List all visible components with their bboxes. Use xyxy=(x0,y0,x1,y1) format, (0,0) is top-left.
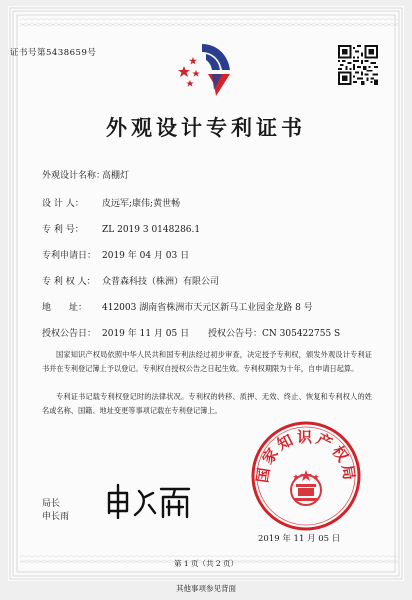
back-note: 其他事项参见背面 xyxy=(176,584,236,593)
address-field xyxy=(42,300,313,313)
handwritten-signature xyxy=(105,483,193,519)
statement-paragraph-1: 国家知识产权局依照中华人民共和国专利法经过初步审查，决定授予专利权，颁发外观设计专利证书并在专利登记簿上予以登记。专利权自授权公告之日起生效。专利权期限为十年，自申请日起算。 xyxy=(42,350,372,373)
page-title: 外观设计专利证书 xyxy=(106,116,306,140)
field-value: ZL 2019 3 0148286.1 xyxy=(102,225,201,235)
field-label: 外观设计名称： xyxy=(42,171,106,181)
field-label: 设 计 人： xyxy=(42,199,84,209)
field-label: 授权公告日： xyxy=(42,329,97,339)
signatory-name: 申长雨 xyxy=(42,512,70,522)
field-value: 众普森科技（株洲）有限公司 xyxy=(102,277,220,287)
grant-date-field xyxy=(42,326,189,339)
field-label: 地 址： xyxy=(42,303,88,313)
field-value: 2019 年 04 月 03 日 xyxy=(102,251,190,261)
seal-text: 国家知识产权局 xyxy=(253,428,359,484)
designer-field xyxy=(42,196,180,209)
patent-number-field xyxy=(42,222,200,235)
signatory-title: 局长 xyxy=(42,499,61,509)
field-value: 高棚灯 xyxy=(102,171,130,181)
field-label: 专 利 权 人： xyxy=(42,277,96,287)
field-value: CN 305422755 S xyxy=(262,329,341,339)
field-label: 授权公告号： xyxy=(208,329,263,339)
field-label: 专利申请日： xyxy=(42,251,97,261)
patentee-field xyxy=(42,274,219,287)
official-seal xyxy=(250,420,362,532)
qr-code xyxy=(338,45,378,85)
design-name-field xyxy=(42,168,129,181)
grant-publication-field xyxy=(208,326,340,339)
field-value: 2019 年 11 月 05 日 xyxy=(102,329,190,339)
field-label: 专 利 号： xyxy=(42,225,84,235)
field-value: 412003 湖南省株洲市天元区新马工业园金龙路 8 号 xyxy=(102,303,313,313)
statement-paragraph-2: 专利证书记载专利权登记时的法律状况。专利权的转移、质押、无效、终止、恢复和专利权人的姓名或名称、国籍、地址变更等事项记载在专利登记簿上。 xyxy=(42,392,372,415)
seal-date: 2019 年 11 月 05 日 xyxy=(258,534,341,544)
application-date-field xyxy=(42,248,189,261)
cnipa-logo xyxy=(172,40,238,98)
page-number: 第 1 页（共 2 页） xyxy=(173,559,239,568)
field-value: 皮远军;康伟;黄世畅 xyxy=(102,199,181,209)
certificate-number: 证书号第5438659号 xyxy=(10,48,97,58)
